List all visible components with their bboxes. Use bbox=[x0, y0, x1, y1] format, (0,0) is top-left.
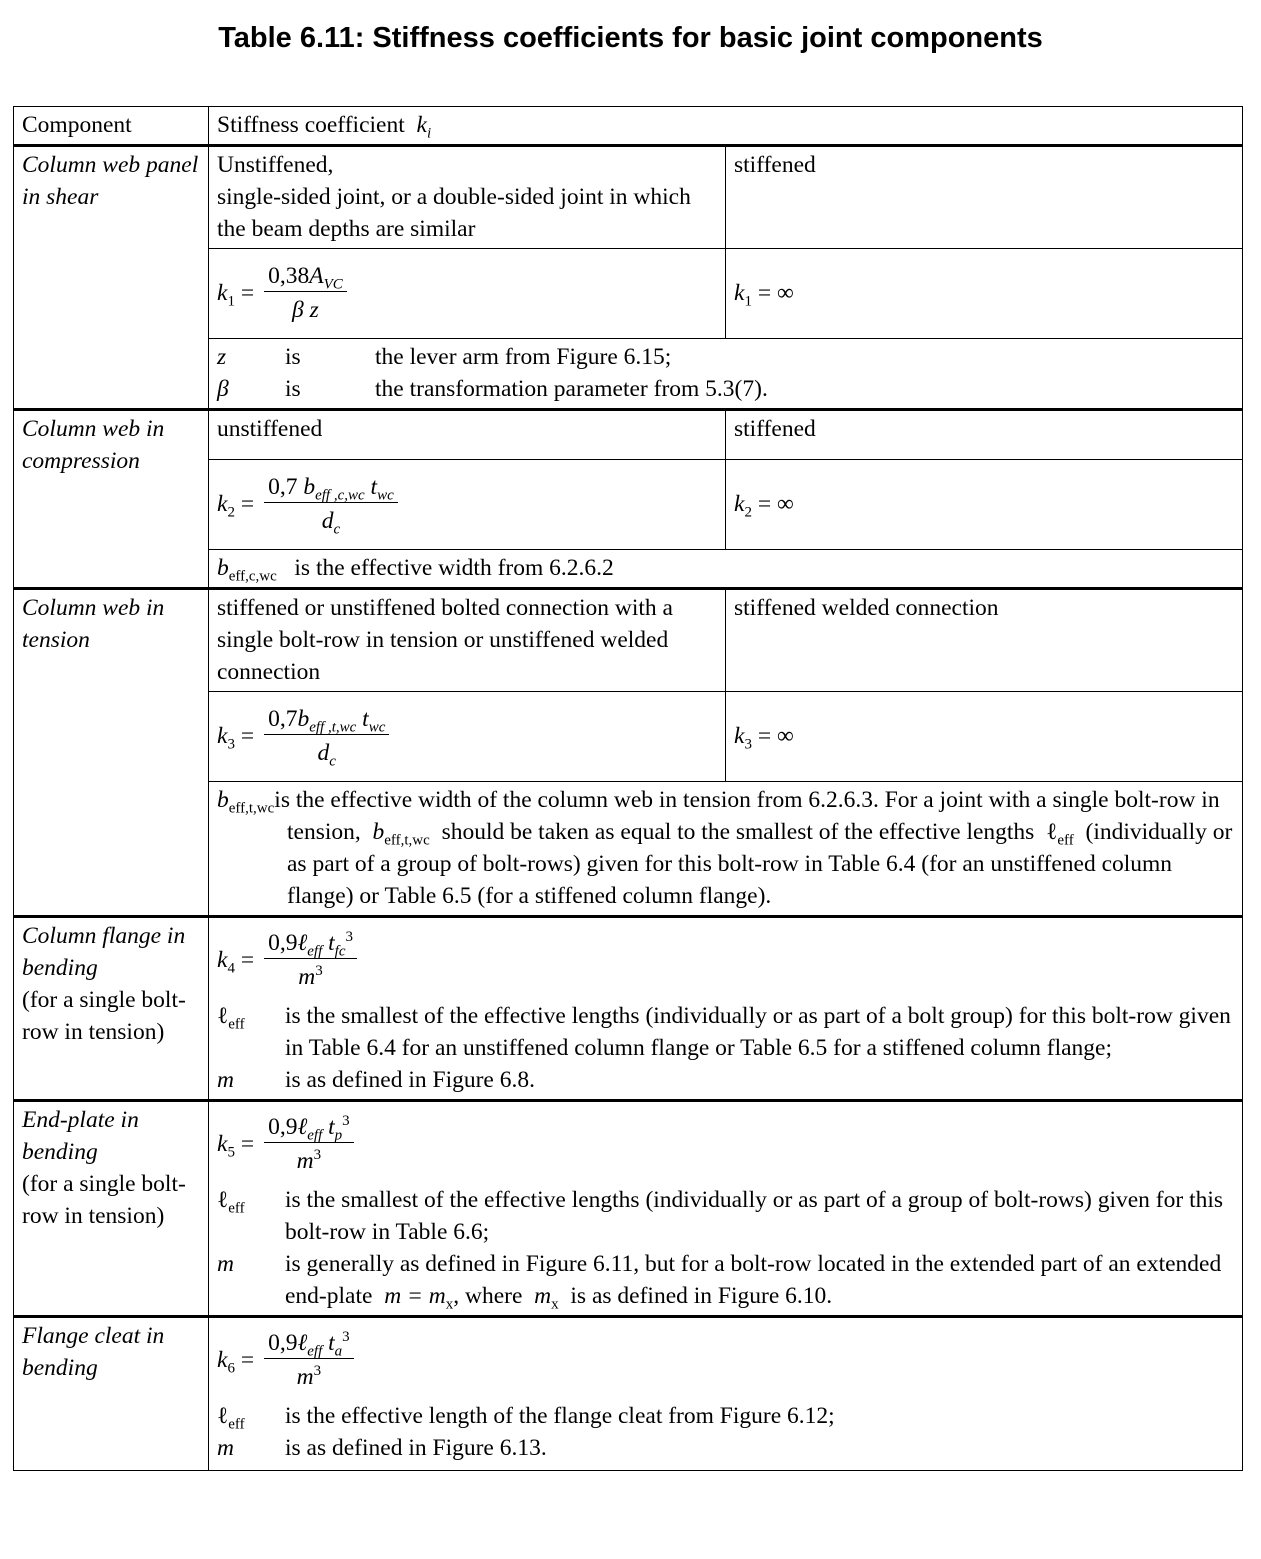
cleat-comp-italic: Flange cleat in bending bbox=[22, 1323, 165, 1381]
k2-sub-right: 2 bbox=[744, 504, 752, 521]
cl-den-sup: 3 bbox=[313, 1362, 322, 1379]
comp-num-var2: t bbox=[370, 473, 378, 500]
cleat-bending-content: $k_6$ = $\frac{0,9\ell_{eff} t_a^3}{m^3}$ ℓ$_{eff}$ is the effective length of the flange cleat from Figure 6.12; m is as defined in Figure 6.13. bbox=[209, 1317, 1243, 1471]
def-beta-is: is bbox=[285, 376, 301, 402]
row-flange-bending bbox=[14, 917, 1243, 1101]
tens-def-sym-2: b bbox=[372, 819, 385, 845]
compression-definitions bbox=[209, 550, 1243, 589]
tens-num-sub2: wc bbox=[368, 719, 386, 736]
k1-sub: 1 bbox=[227, 293, 235, 310]
stiffness-table bbox=[13, 106, 1243, 1471]
fl-num-coef: 0,9 bbox=[268, 929, 298, 956]
comp-num-var: b bbox=[303, 473, 316, 500]
row-compression-head bbox=[14, 410, 1243, 460]
fl-den: m bbox=[298, 963, 316, 990]
comp-def-sub: eff,c,wc bbox=[228, 568, 277, 585]
tension-right-head: stiffened welded connection bbox=[726, 589, 1243, 692]
component-endplate-bending bbox=[14, 1101, 209, 1317]
cleat-fraction bbox=[264, 1328, 354, 1393]
ep-def-leff: ℓ bbox=[217, 1187, 229, 1213]
row-tension-head bbox=[14, 589, 1243, 692]
fl-def-leff-text: is the smallest of the effective lengths (individually or as part of a bolt group) for this bolt-row given in Table 6.4 for an unstiffened column flange or Table 6.5 for a stiffened column flange; bbox=[285, 1003, 1231, 1061]
row-shear-head bbox=[14, 146, 1243, 249]
tens-den-sub: c bbox=[329, 753, 336, 770]
ep-def-leff-text: is the smallest of the effective lengths (individually or as part of a group of bolt-rows) given for this bolt-row in Table 6.6; bbox=[285, 1187, 1224, 1245]
comp-def-sym: b bbox=[217, 555, 229, 581]
table-header-row bbox=[14, 107, 1243, 146]
tens-num-sub: eff ,t,wc bbox=[309, 719, 357, 736]
ep-num-sup: 3 bbox=[342, 1112, 350, 1129]
comp-den-sub: c bbox=[333, 521, 341, 538]
k1-sub-right: 1 bbox=[744, 293, 752, 310]
compression-left-head: unstiffened bbox=[209, 410, 726, 460]
fl-num-sup: 3 bbox=[345, 928, 353, 945]
shear-num-var: A bbox=[309, 262, 324, 289]
shear-infinity: = ∞ bbox=[757, 280, 794, 306]
tens-den: d bbox=[317, 739, 330, 766]
cl-def-leff: ℓ bbox=[217, 1403, 229, 1429]
row-cleat-bending bbox=[14, 1317, 1243, 1471]
cl-num-sub: eff bbox=[307, 1343, 323, 1360]
ep-num-var: ℓ bbox=[297, 1113, 308, 1140]
ep-den-sup: 3 bbox=[313, 1146, 322, 1163]
endplate-fraction bbox=[264, 1112, 354, 1177]
cl-def-leff-text: is the effective length of the flange cleat from Figure 6.12; bbox=[285, 1403, 835, 1429]
comp-num-sub2: wc bbox=[377, 487, 394, 504]
tens-def-sub: eff,t,wc bbox=[228, 800, 275, 817]
cl-def-leff-sub: eff bbox=[228, 1416, 245, 1433]
header-stiffness-label: Stiffness coefficient bbox=[217, 112, 405, 138]
row-endplate-bending bbox=[14, 1101, 1243, 1317]
ep-def-m-text-3: is as defined in Figure 6.10. bbox=[570, 1283, 833, 1309]
tension-definitions bbox=[209, 782, 1243, 917]
ep-num-sub2: p bbox=[334, 1127, 343, 1144]
k6-sub: 6 bbox=[227, 1360, 235, 1377]
shear-num-sub: VC bbox=[323, 276, 343, 293]
k5-sub: 5 bbox=[227, 1144, 235, 1161]
endplate-bending-content: $k_5$ = $\frac{0,9\ell_{eff} t_p^3}{m^3}$ ℓ$_{eff}$ is the smallest of the effective lengths (individually or as part of a group of bolt-rows) given for this bolt-row in Table 6.6; m is generally as defined in Figure 6.11, but for a bolt-row located in the extended part of an extended end-plate $m = m_x$, where $m_x$ is as defined in Figure 6.10. bbox=[209, 1101, 1243, 1317]
header-component: Component bbox=[14, 107, 209, 146]
cl-def-m: m bbox=[217, 1435, 234, 1461]
tens-def-sub-2: eff,t,wc bbox=[384, 832, 430, 849]
tens-def-leff-sub: eff bbox=[1057, 832, 1074, 849]
def-z-text: the lever arm from Figure 6.15; bbox=[375, 344, 672, 370]
comp-num-coef: 0,7 bbox=[268, 473, 298, 500]
fl-num-sub2: fc bbox=[334, 943, 346, 960]
ep-def-leff-sub: eff bbox=[228, 1200, 245, 1217]
fl-num-var: ℓ bbox=[297, 929, 308, 956]
endplate-comp-rest: (for a single bolt-row in tension) bbox=[22, 1171, 186, 1229]
tension-left-head: stiffened or unstiffened bolted connection with a single bolt-row in tension or unstiffened welded connection bbox=[209, 589, 726, 692]
shear-fraction bbox=[264, 261, 347, 326]
k3-sub: 3 bbox=[227, 736, 235, 753]
cl-num-sup: 3 bbox=[342, 1328, 350, 1345]
ep-def-m-text-2: , where bbox=[453, 1283, 523, 1309]
cl-num-sub2: a bbox=[334, 1343, 343, 1360]
k-subscript: i bbox=[426, 125, 432, 142]
flange-comp-rest: (for a single bolt-row in tension) bbox=[22, 987, 186, 1045]
def-beta-text: the transformation parameter from 5.3(7). bbox=[375, 376, 768, 402]
tens-num-var2: t bbox=[362, 705, 369, 732]
compression-fraction bbox=[264, 472, 398, 537]
component-tension: Column web in tension bbox=[14, 589, 209, 917]
comp-num-sub: eff ,c,wc bbox=[315, 487, 365, 504]
tens-def-sym: b bbox=[217, 787, 229, 813]
flange-comp-italic: Column flange in bending bbox=[22, 923, 186, 981]
header-k-symbol bbox=[416, 112, 432, 142]
k-letter: k bbox=[416, 112, 427, 138]
fl-num-var2: t bbox=[328, 929, 335, 956]
tens-infinity: = ∞ bbox=[757, 723, 794, 749]
tension-formula-left: $k_3$ = $\frac{0,7b_{eff ,t,wc} t_{wc}}{d_c}$ bbox=[209, 692, 726, 782]
ep-def-m-text-1: is generally as defined in Figure 6.11, but for a bolt-row located in the extended part of an extended end-plate bbox=[285, 1251, 1222, 1309]
fl-def-m-text: is as defined in Figure 6.8. bbox=[285, 1067, 535, 1093]
header-stiffness bbox=[209, 107, 1243, 146]
ep-num-var2: t bbox=[328, 1113, 335, 1140]
k2-sub: 2 bbox=[227, 504, 235, 521]
fl-def-leff: ℓ bbox=[217, 1003, 229, 1029]
ep-def-mx-sub: x bbox=[551, 1296, 559, 1313]
ep-num-coef: 0,9 bbox=[268, 1113, 298, 1140]
fl-num-sub: eff bbox=[307, 943, 323, 960]
cl-def-m-text: is as defined in Figure 6.13. bbox=[285, 1435, 547, 1461]
tens-def-text-2: should be taken as equal to the smallest of the effective lengths bbox=[441, 819, 1035, 845]
shear-left-head: Unstiffened, single-sided joint, or a double-sided joint in which the beam depths are similar bbox=[209, 146, 726, 249]
ep-def-eq-sub: x bbox=[445, 1296, 454, 1313]
shear-formula-right: $k_1$ = ∞ bbox=[726, 249, 1243, 339]
flange-fraction bbox=[264, 928, 357, 993]
def-z-sym: z bbox=[217, 344, 227, 370]
fl-den-sup: 3 bbox=[315, 962, 323, 979]
def-z-is: is bbox=[285, 344, 301, 370]
fl-def-leff-sub: eff bbox=[228, 1016, 245, 1033]
shear-num-coef: 0,38 bbox=[268, 262, 310, 289]
tens-def-text-1: is the effective width of the column web in tension from 6.2.6.3. For a joint with a single bolt-row in tension, bbox=[274, 787, 1220, 845]
tension-formula-right: $k_3$ = ∞ bbox=[726, 692, 1243, 782]
component-shear: Column web panel in shear bbox=[14, 146, 209, 410]
shear-den: β z bbox=[292, 296, 319, 323]
shear-right-head: stiffened bbox=[726, 146, 1243, 249]
endplate-comp-italic: End-plate in bending bbox=[22, 1107, 139, 1165]
cl-num-var2: t bbox=[328, 1329, 335, 1356]
ep-den: m bbox=[296, 1147, 314, 1174]
component-cleat-bending bbox=[14, 1317, 209, 1471]
compression-right-head: stiffened bbox=[726, 410, 1243, 460]
component-compression: Column web in compression bbox=[14, 410, 209, 589]
tens-def-text-3: (individually or as part of a group of bolt-rows) given for this bolt-row in Table 6.4 (for an unstiffened column flange) or Table 6.5 (for a stiffened column flange). bbox=[287, 819, 1233, 909]
ep-def-eq: m = m bbox=[384, 1283, 446, 1309]
def-beta-sym: β bbox=[217, 376, 229, 402]
compression-formula-left: $k_2$ = $\frac{0,7 b_{eff ,c,wc} t_{wc}}{d_c}$ bbox=[209, 460, 726, 550]
cl-den: m bbox=[296, 1363, 314, 1390]
tension-fraction bbox=[264, 704, 389, 769]
k4-sub: 4 bbox=[227, 960, 235, 977]
tens-num-coef: 0,7 bbox=[268, 705, 298, 732]
cl-num-var: ℓ bbox=[297, 1329, 308, 1356]
ep-def-mx: m bbox=[534, 1283, 552, 1309]
tens-num-var: b bbox=[297, 705, 310, 732]
comp-den: d bbox=[321, 507, 334, 534]
table-title: Table 6.11: Stiffness coefficients for basic joint components bbox=[218, 22, 1043, 54]
comp-def-text: is the effective width from 6.2.6.2 bbox=[294, 555, 614, 581]
shear-definitions bbox=[209, 339, 1243, 410]
k3-sub-right: 3 bbox=[744, 736, 752, 753]
ep-num-sub: eff bbox=[307, 1127, 323, 1144]
compression-formula-right: $k_2$ = ∞ bbox=[726, 460, 1243, 550]
shear-formula-left: $k_1$ = $\frac{0,38A_{VC}}{\text{β z}}$ bbox=[209, 249, 726, 339]
tens-def-leff: ℓ bbox=[1046, 819, 1058, 845]
comp-infinity: = ∞ bbox=[757, 491, 794, 517]
component-flange-bending bbox=[14, 917, 209, 1101]
flange-bending-content: $k_4$ = $\frac{0,9\ell_{eff} t_{fc}^3}{m^3}$ ℓ$_{eff}$ is the smallest of the effective lengths (individually or as part of a bolt group) for this bolt-row given in Table 6.4 for an unstiffened column flange or Table 6.5 for a stiffened column flange; m is as defined in Figure 6.8. bbox=[209, 917, 1243, 1101]
ep-def-m: m bbox=[217, 1251, 234, 1277]
fl-def-m: m bbox=[217, 1067, 234, 1093]
cl-num-coef: 0,9 bbox=[268, 1329, 298, 1356]
ep-def-m-text bbox=[285, 1248, 1234, 1312]
